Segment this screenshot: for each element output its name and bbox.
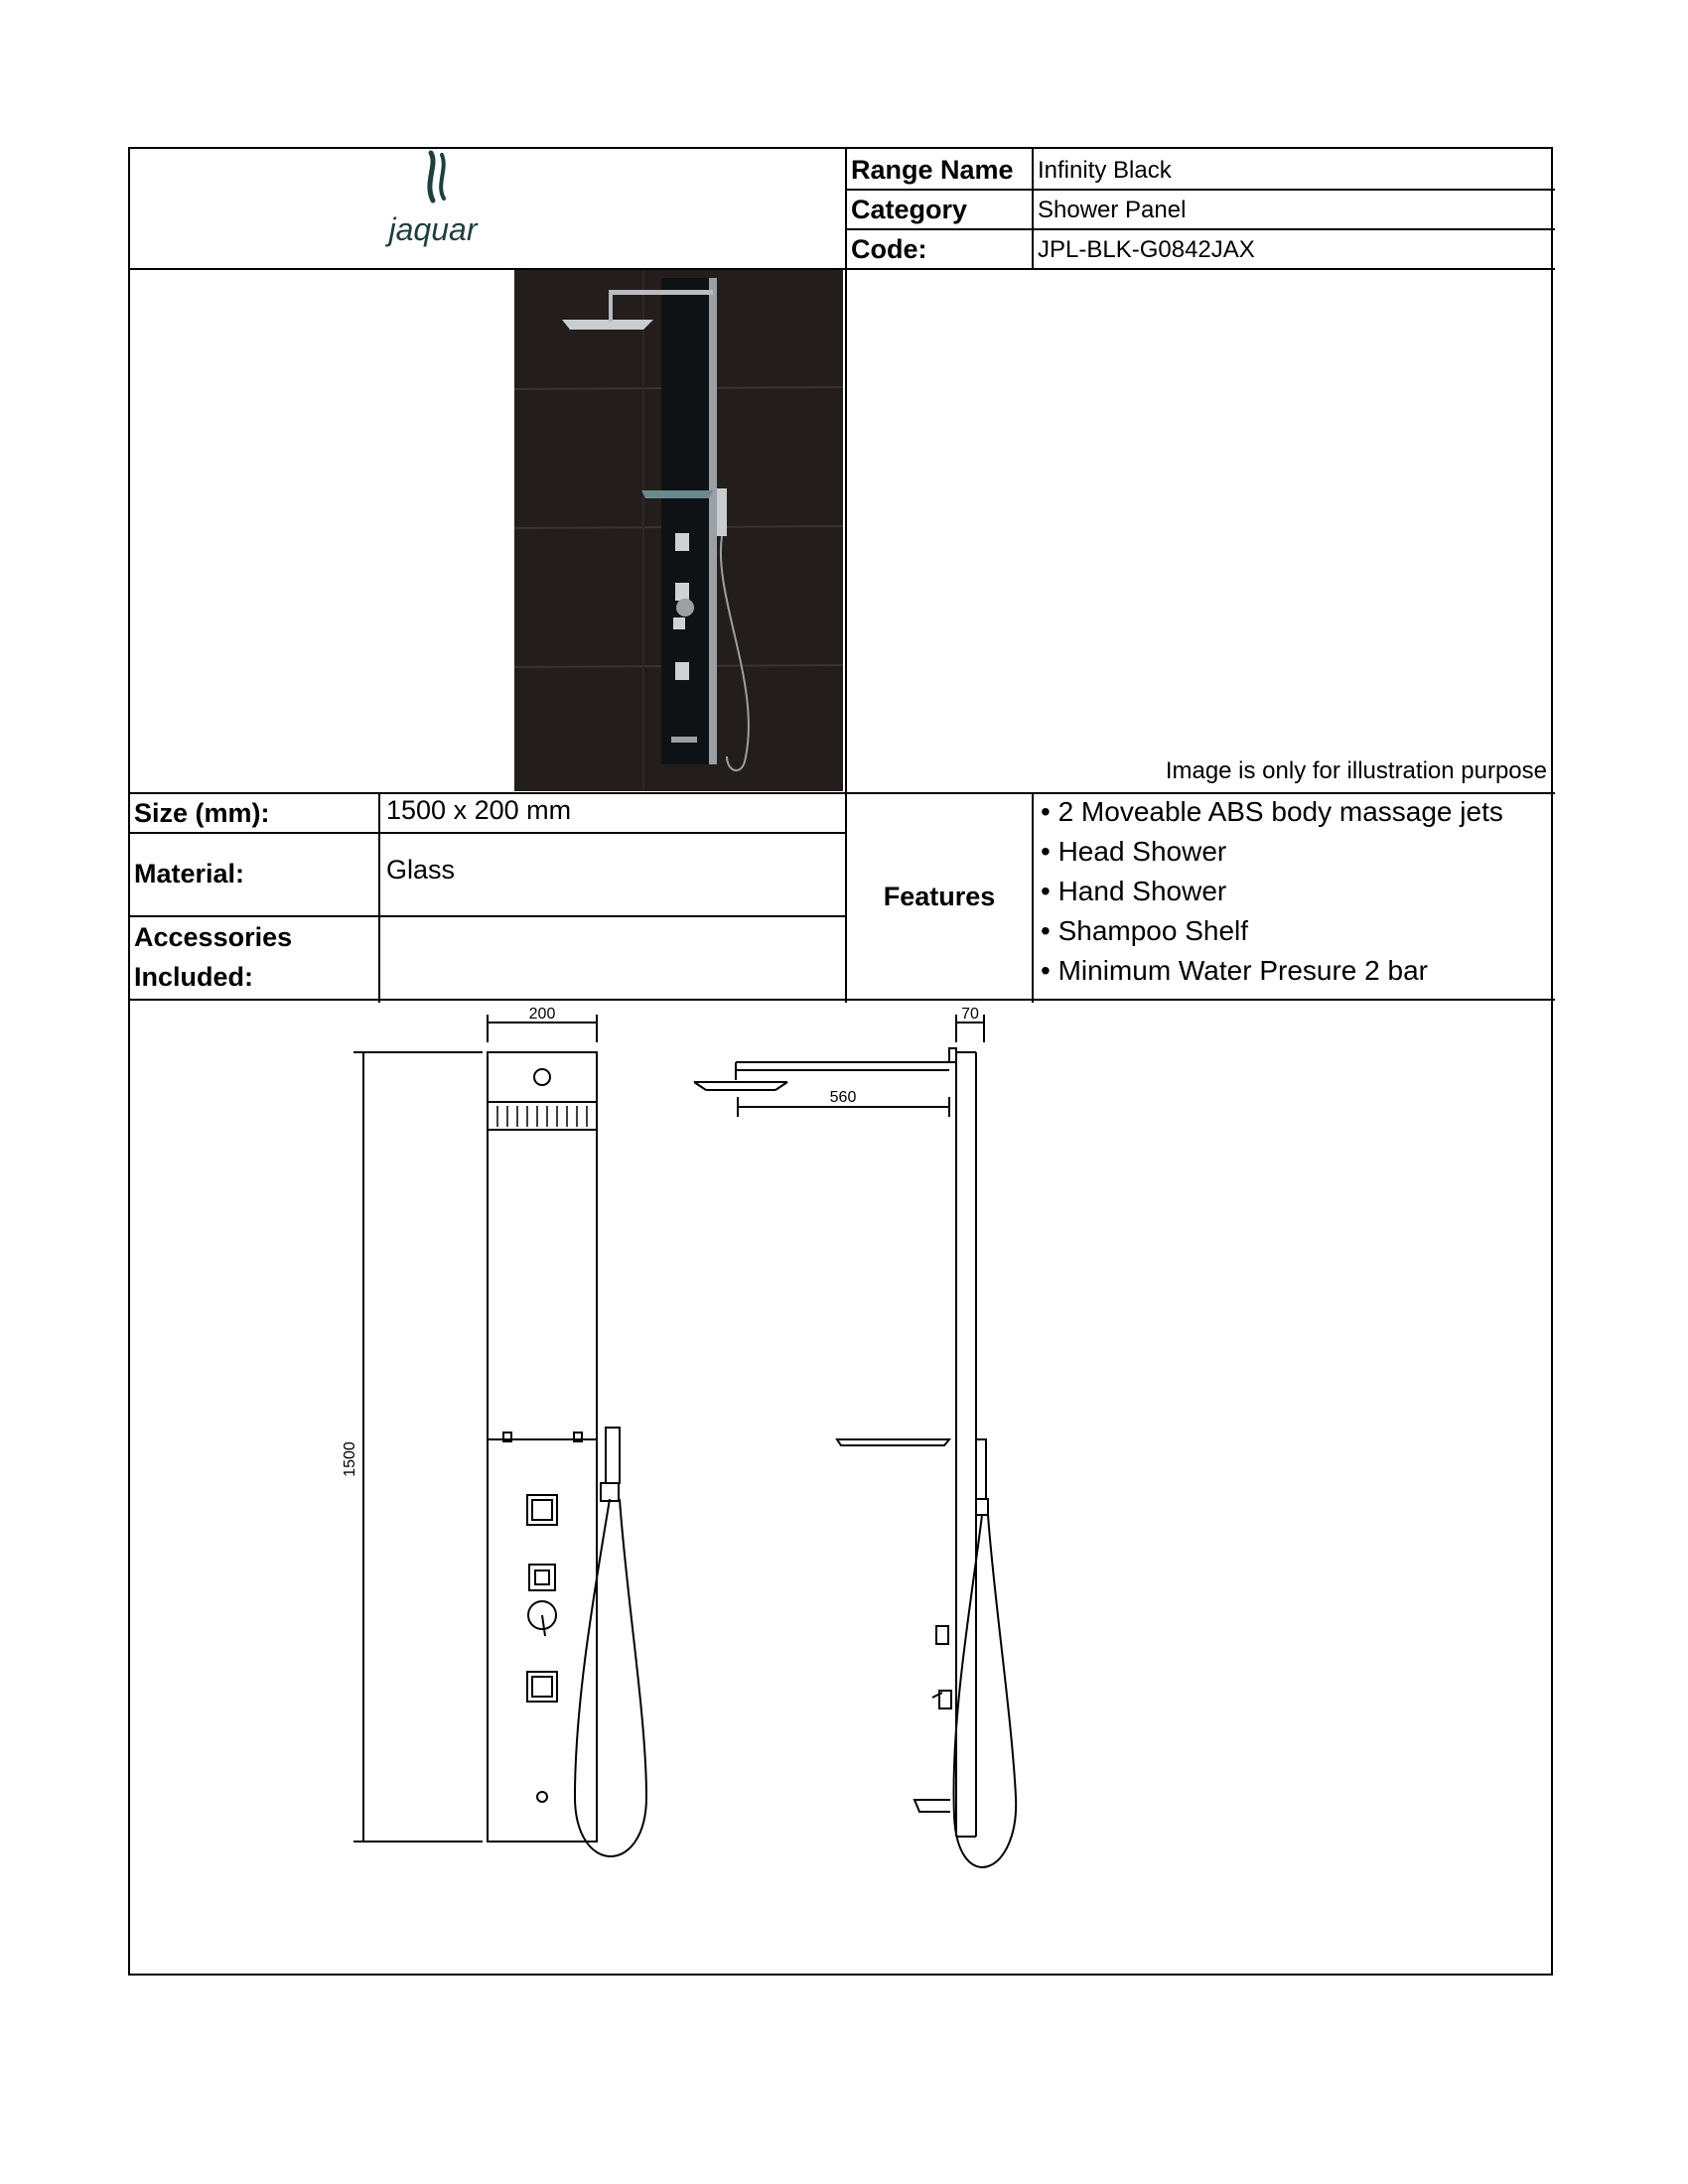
spec-sheet xyxy=(128,147,1553,1976)
image-note: Image is only for illustration purpose xyxy=(1165,757,1547,784)
features-label: Features xyxy=(883,882,996,911)
size-value: 1500 x 200 mm xyxy=(386,795,572,825)
category-value: Shower Panel xyxy=(1038,197,1187,223)
category-label: Category xyxy=(851,195,968,224)
code-label: Code: xyxy=(851,234,927,264)
material-value: Glass xyxy=(386,855,456,885)
features-list xyxy=(1041,792,1547,991)
size-label: Size (mm): xyxy=(134,798,270,828)
brand-logo-mark xyxy=(378,149,488,266)
feature-item: • 2 Moveable ABS body massage jets xyxy=(1041,796,1503,827)
grid-line xyxy=(130,999,1555,1001)
brand-logo xyxy=(378,149,488,266)
feature-item: • Head Shower xyxy=(1041,836,1227,867)
height-dim-label: 1500 xyxy=(342,1441,358,1477)
grid-line xyxy=(378,792,380,1003)
shower-panel-photo xyxy=(514,270,843,791)
range-value: Infinity Black xyxy=(1038,157,1172,184)
depth-dim-label: 70 xyxy=(961,1006,979,1023)
code-value: JPL-BLK-G0842JAX xyxy=(1038,236,1255,263)
feature-item: • Hand Shower xyxy=(1041,876,1227,906)
accessories-label xyxy=(134,917,292,997)
feature-item: • Shampoo Shelf xyxy=(1041,915,1249,946)
width-dim-label: 200 xyxy=(528,1006,556,1023)
dimension-drawing xyxy=(130,1003,1551,1974)
feature-item: • Minimum Water Presure 2 bar xyxy=(1041,955,1428,986)
arm-dim-label: 560 xyxy=(829,1089,857,1106)
product-photo xyxy=(514,270,843,791)
grid-line xyxy=(1032,792,1034,1003)
svg-text:jaquar: jaquar xyxy=(388,211,478,247)
range-label: Range Name xyxy=(851,155,1014,185)
material-label: Material: xyxy=(134,859,245,888)
accessories-label-line2: Included: xyxy=(134,962,253,992)
technical-drawing xyxy=(130,1003,1551,1974)
accessories-label-line1: Accessories xyxy=(134,922,293,952)
grid-line xyxy=(1032,149,1034,268)
